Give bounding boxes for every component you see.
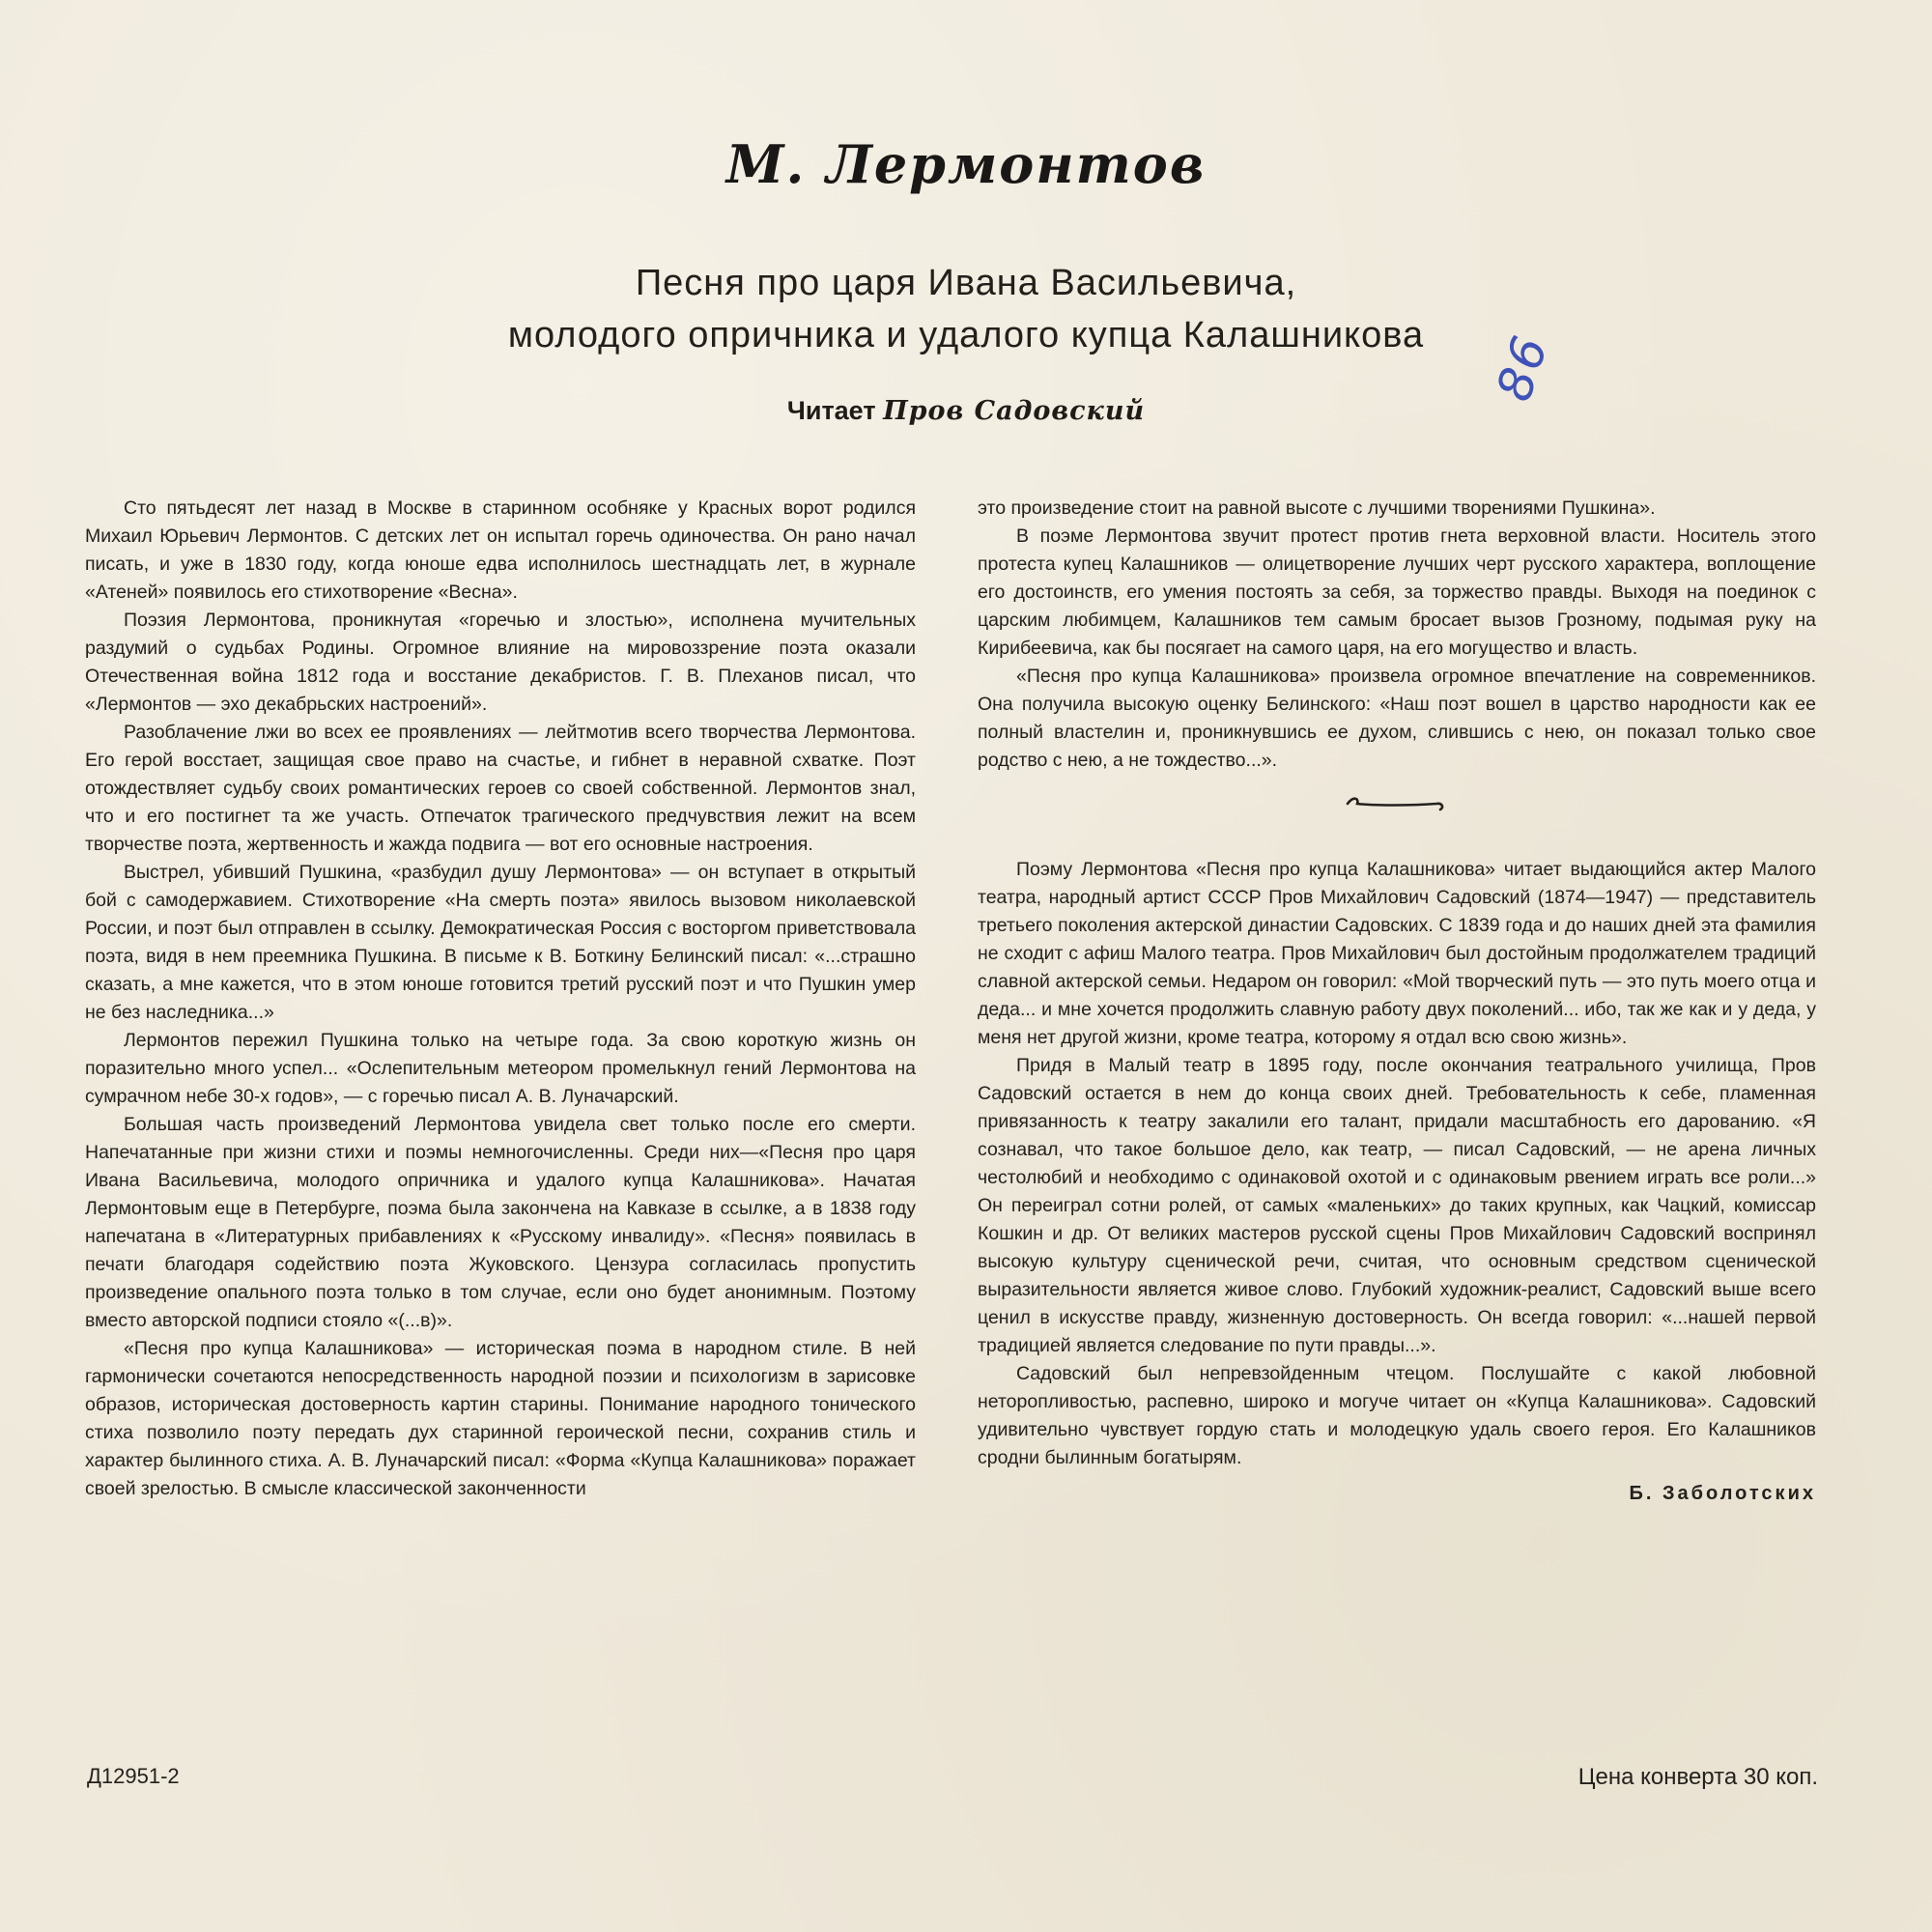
paragraph: Разоблачение лжи во всех ее проявлениях — лейтмотив всего творчества Лермонтова. Его герой восстает, защищая свое право на счастье, и гибнет в неравной схватке. Поэт отождествляет судьбу своих романтических героев со своей собственной. Лермонтов знал, что и его постигнет та же участь. Отпечаток трагического предчувствия лежит на всем творчестве поэта, жертвенность и жажда подвига — вот его основные настроения.: [85, 722, 916, 855]
paragraph: Выстрел, убивший Пушкина, «разбудил душу Лермонтова» — он вступает в открытый бой с самодержавием. Стихотворение «На смерть поэта» явилось вызовом николаевской России, и поэт был отправлен в ссылку. Демократическая Россия с восторгом приветствовала поэта, видя в нем преемника Пушкина. В письме к В. Боткину Белинский писал: «...страшно сказать, а мне кажется, что в этом юноше готовится третий русский поэт и что Пушкин умер не без наследника...»: [85, 862, 916, 1023]
reader-name: Пров Садовский: [883, 396, 1146, 426]
paragraph: Лермонтов пережил Пушкина только на четыре года. За свою короткую жизнь он поразительно много успел... «Ослепительным метеором промелькнул гений Лермонтова на сумрачном небе 30-х годов», — с горечью писал А. В. Луначарский.: [85, 1030, 916, 1107]
author-signature: Б. Заболотских: [1629, 1483, 1816, 1504]
right-column: [978, 495, 1816, 1508]
paragraph: Придя в Малый театр в 1895 году, после окончания театрального училища, Пров Садовский остается в нем до конца своих дней. Требовательность к себе, пламенная привязанность к театру закалили его талант, придали масштабность его дарованию. «Я сознавал, что такое большое дело, как театр, — писал Садовский, — не арена личных честолюбий и необходимо с одинаковой охотой и с одинаковым рвением играть все роли...» Он переиграл сотни ролей, от самых «маленьких» до таких крупных, как Чацкий, комиссар Кошкин и др. От великих мастеров русской сцены Пров Михайлович Садовский воспринял высокую культуру сценической речи, считая, что основным средством сценической выразительности является живое слово. Глубокий художник-реалист, Садовский выше всего ценил в искусстве правду, жизненную достоверность. Он всегда говорил: «...нашей первой традицией является следование по пути правды...».: [978, 1055, 1816, 1356]
sleeve-price: Цена конверта 30 коп.: [1577, 1764, 1818, 1790]
paragraph: «Песня про купца Калашникова» — историческая поэма в народном стиле. В ней гармонически сочетаются непосредственность народной поэзии и психологизм в зарисовке образов, историческая достоверность картин старины. Понимание народного тонического стиха позволило поэту передать дух старинной героической песни, сохранив стиль и характер былинного стиха. А. В. Луначарский писал: «Форма «Купца Калашникова» поражает своей зрелостью. В смысле классической законченности: [85, 1338, 916, 1499]
work-title-line-1: Песня про царя Ивана Васильевича,: [635, 263, 1297, 303]
left-column: [85, 495, 916, 1503]
paragraph-continued: это произведение стоит на равной высоте с лучшими творениями Пушкина».: [978, 497, 1656, 519]
reader-credit: [0, 396, 1932, 426]
paragraph: В поэме Лермонтова звучит протест против гнета верховной власти. Носитель этого протеста купец Калашников — олицетворение лучших черт русского характера, воплощение его достоинств, его умения постоять за себя, за торжество правды. Выходя на поединок с царским любимцем, Калашников тем самым бросает вызов Грозному, подымая руку на Кирибеевича, как бы посягает на самого царя, на его могущество и власть.: [978, 526, 1816, 659]
paragraph: Садовский был непревзойденным чтецом. Послушайте с какой любовной неторопливостью, распевно, широко и могуче читает он «Купца Калашникова». Садовский удивительно чувствует гордую стать и молодецкую удаль своего героя. Его Калашников сродни былинным богатырям.: [978, 1363, 1816, 1468]
paragraph: Большая часть произведений Лермонтова увидела свет только после его смерти. Напечатанные при жизни стихи и поэмы немногочисленны. Среди них—«Песня про царя Ивана Васильевича, молодого опричника и удалого купца Калашникова». Начатая Лермонтовым еще в Петербурге, поэма была закончена на Кавказе в ссылке, а в 1838 году напечатана в «Литературных прибавлениях к «Русскому инвалиду». «Песня» появилась в печати благодаря содействию поэта Жуковского. Цензура согласилась пропустить произведение опального поэта только в том случае, если оно будет анонимным. Поэтому вместо авторской подписи стояло «(...в)».: [85, 1114, 916, 1331]
author-title: М. Лермонтов: [725, 133, 1207, 195]
paragraph: «Песня про купца Калашникова» произвела огромное впечатление на современников. Она получила высокую оценку Белинского: «Наш поэт вошел в царство народности как ее полный властелин и, проникнувшись ее духом, слившись с нею, он показал только свое родство с нею, а не тождество...».: [978, 666, 1816, 771]
paragraph: Поэму Лермонтова «Песня про купца Калашникова» читает выдающийся актер Малого театра, народный артист СССР Пров Михайлович Садовский (1874—1947) — представитель третьего поколения актерской династии Садовских. С 1839 года и до наших дней эта фамилия не сходит с афиш Малого театра. Пров Михайлович был достойным продолжателем традиций славной актерской семьи. Недаром он говорил: «Мой творческий путь — это путь моего отца и деда... и мне хочется продолжить славную работу двух поколений... ибо, так же как и у деда, у меня нет другой жизни, кроме театра, которому я отдал всю свою жизнь».: [978, 859, 1816, 1048]
paragraph: Поэзия Лермонтова, проникнутая «горечью и злостью», исполнена мучительных раздумий о судьбах Родины. Огромное влияние на мировоззрение поэта оказали Отечественная война 1812 года и восстание декабристов. Г. В. Плеханов писал, что «Лермонтов — эхо декабрьских настроений».: [85, 610, 916, 715]
handwritten-note: 86: [1486, 327, 1560, 408]
reader-label: Читает: [786, 396, 876, 425]
work-title-line-2: молодого опричника и удалого купца Калашникова: [507, 315, 1425, 355]
paragraph: Сто пятьдесят лет назад в Москве в старинном особняке у Красных ворот родился Михаил Юрьевич Лермонтов. С детских лет он испытал горечь одиночества. Он рано начал писать, и уже в 1830 году, когда юноше едва исполнилось шестнадцать лет, в журнале «Атеней» появилось его стихотворение «Весна».: [85, 497, 916, 603]
ornament-divider-icon: [1344, 792, 1450, 813]
work-title: [0, 257, 1932, 361]
catalog-number: Д12951-2: [87, 1764, 180, 1788]
